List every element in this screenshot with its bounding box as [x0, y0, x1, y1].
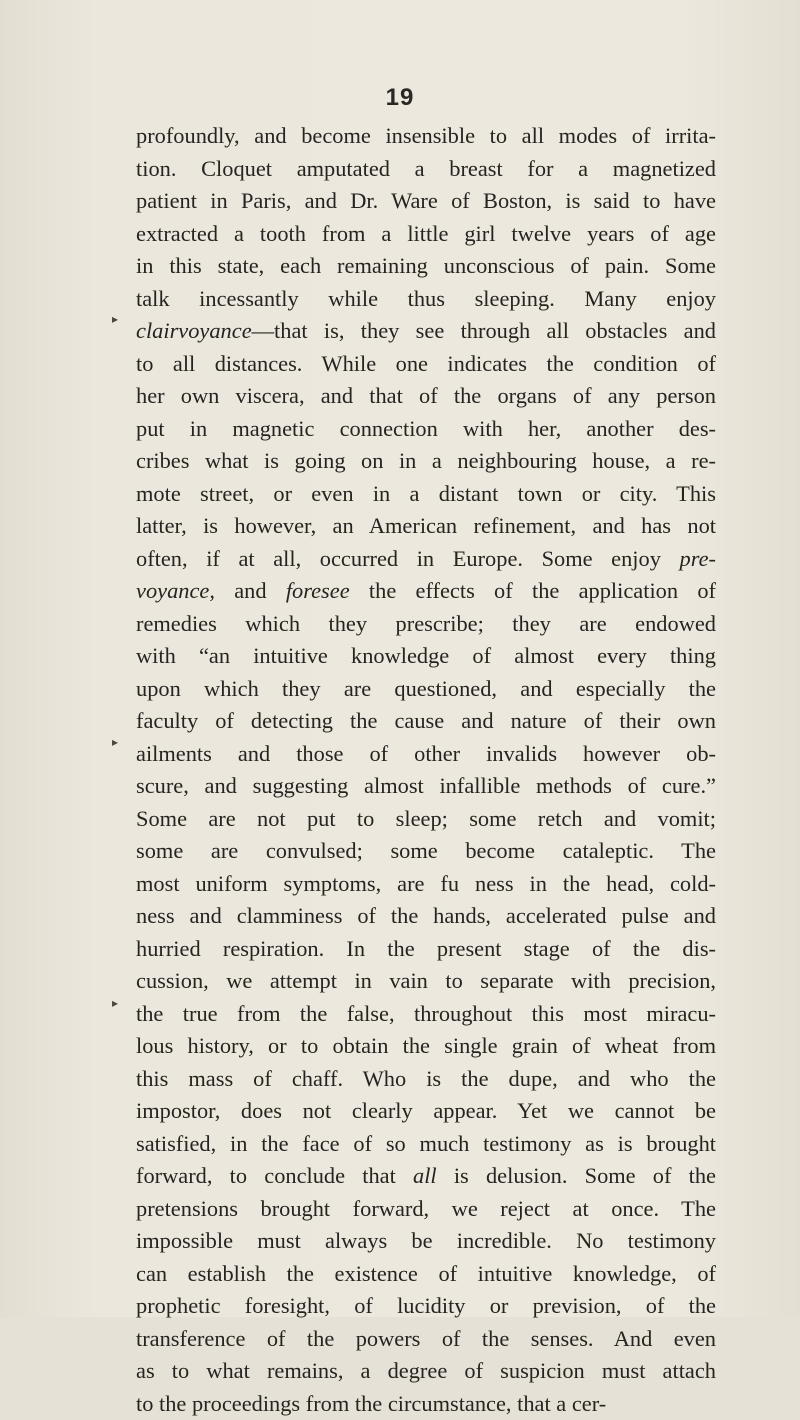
text-line: tion. Cloquet amputated a breast for a magnetized: [136, 153, 716, 186]
text-line: her own viscera, and that of the organs of any person: [136, 380, 716, 413]
page-number: 19: [0, 84, 800, 112]
text-line: talk incessantly while thus sleeping. Many enjoy: [136, 283, 716, 316]
text-line: ailments and those of other invalids however ob-: [136, 738, 716, 771]
text-line: impostor, does not clearly appear. Yet we cannot be: [136, 1095, 716, 1128]
text-line: faculty of detecting the cause and nature of their own: [136, 705, 716, 738]
text-line: forward, to conclude that all is delusion. Some of the: [136, 1160, 716, 1193]
text-line: transference of the powers of the senses. And even: [136, 1323, 716, 1356]
text-line: put in magnetic connection with her, another des-: [136, 413, 716, 446]
text-line: cribes what is going on in a neighbouring house, a re-: [136, 445, 716, 478]
text-line: often, if at all, occurred in Europe. Some enjoy pre-: [136, 543, 716, 576]
text-line: scure, and suggesting almost infallible methods of cure.”: [136, 770, 716, 803]
text-line: this mass of chaff. Who is the dupe, and who the: [136, 1063, 716, 1096]
text-line: in this state, each remaining unconscious of pain. Some: [136, 250, 716, 283]
text-line: pretensions brought forward, we reject at once. The: [136, 1193, 716, 1226]
text-line: mote street, or even in a distant town or city. This: [136, 478, 716, 511]
text-line: with “an intuitive knowledge of almost every thing: [136, 640, 716, 673]
text-line: some are convulsed; some become cataleptic. The: [136, 835, 716, 868]
text-line: ness and clamminess of the hands, accelerated pulse and: [136, 900, 716, 933]
text-line: clairvoyance—that is, they see through all obstacles and: [136, 315, 716, 348]
text-line: to all distances. While one indicates the condition of: [136, 348, 716, 381]
body-text: [136, 120, 716, 1420]
text-line: to the proceedings from the circumstance, that a cer-: [136, 1388, 716, 1420]
margin-mark: ▸: [112, 996, 118, 1010]
text-line: most uniform symptoms, are fu ness in the head, cold-: [136, 868, 716, 901]
text-line: extracted a tooth from a little girl twelve years of age: [136, 218, 716, 251]
text-line: satisfied, in the face of so much testimony as is brought: [136, 1128, 716, 1161]
text-line: voyance, and foresee the effects of the application of: [136, 575, 716, 608]
text-line: hurried respiration. In the present stage of the dis-: [136, 933, 716, 966]
text-line: remedies which they prescribe; they are endowed: [136, 608, 716, 641]
text-line: can establish the existence of intuitive knowledge, of: [136, 1258, 716, 1291]
text-line: latter, is however, an American refinement, and has not: [136, 510, 716, 543]
text-line: upon which they are questioned, and especially the: [136, 673, 716, 706]
text-line: profoundly, and become insensible to all modes of irrita-: [136, 120, 716, 153]
text-line: as to what remains, a degree of suspicion must attach: [136, 1355, 716, 1388]
text-line: patient in Paris, and Dr. Ware of Boston, is said to have: [136, 185, 716, 218]
text-line: Some are not put to sleep; some retch and vomit;: [136, 803, 716, 836]
text-line: lous history, or to obtain the single grain of wheat from: [136, 1030, 716, 1063]
text-line: impossible must always be incredible. No testimony: [136, 1225, 716, 1258]
margin-mark: ▸: [112, 735, 118, 749]
text-line: cussion, we attempt in vain to separate with precision,: [136, 965, 716, 998]
margin-mark: ▸: [112, 312, 118, 326]
text-line: the true from the false, throughout this most miracu-: [136, 998, 716, 1031]
text-line: prophetic foresight, of lucidity or prevision, of the: [136, 1290, 716, 1323]
